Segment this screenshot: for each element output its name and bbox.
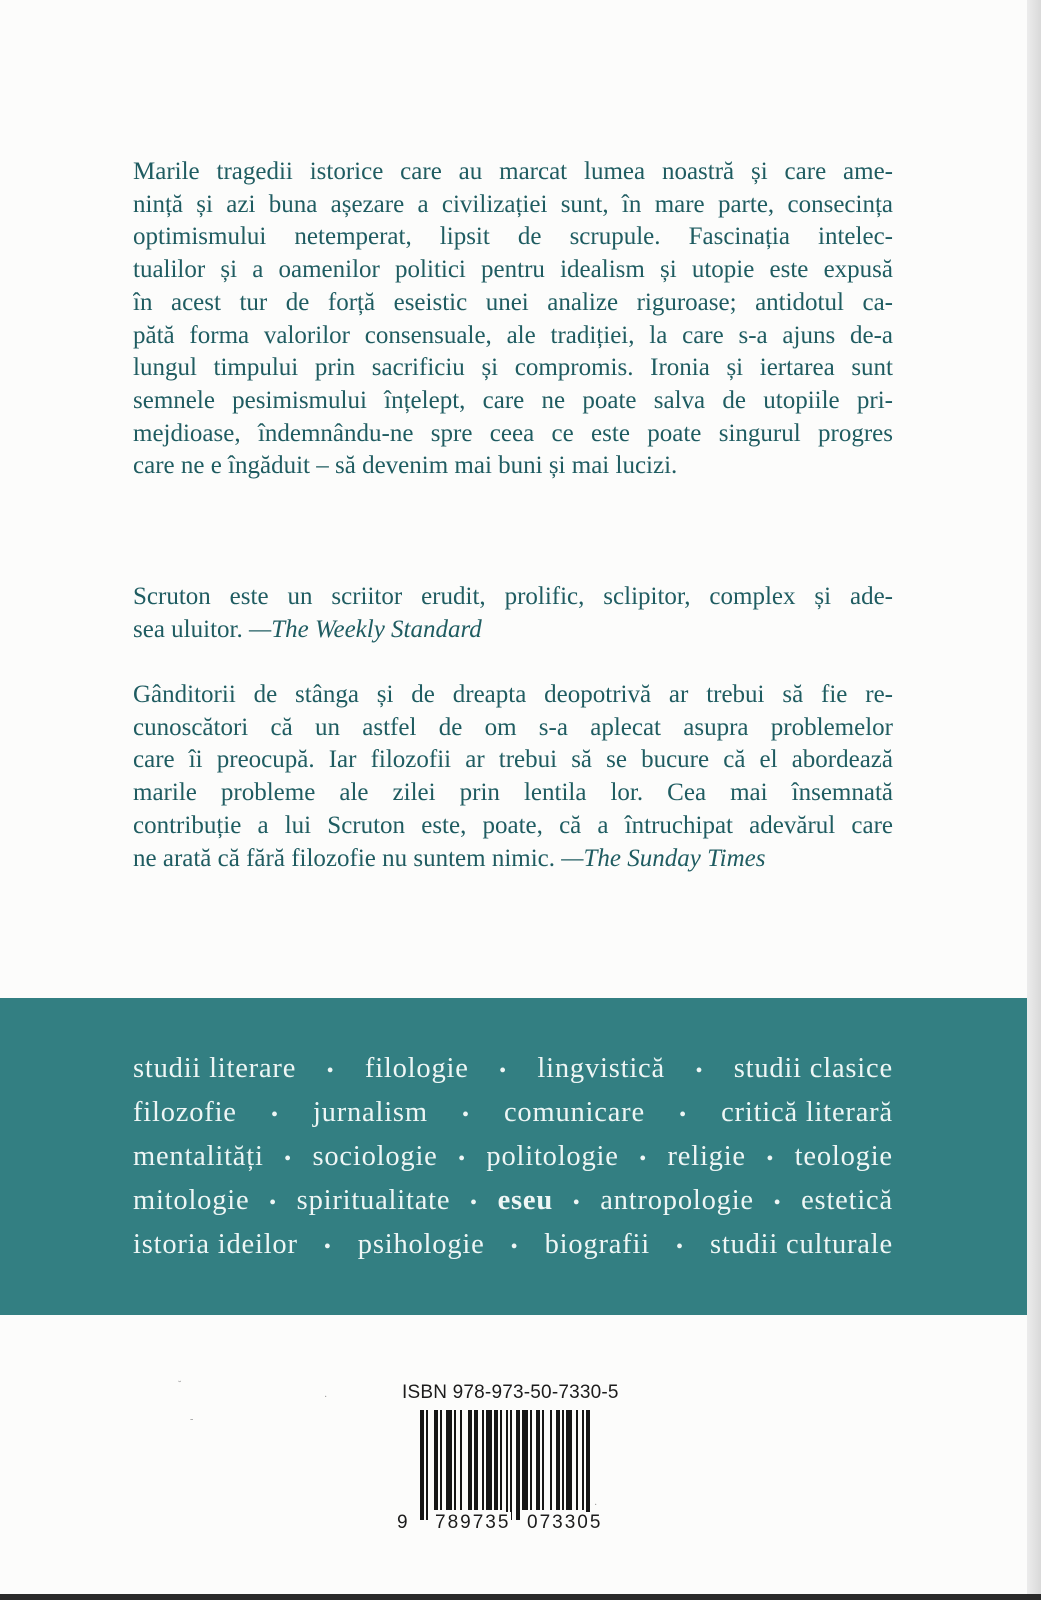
bullet-separator: • [323, 1236, 332, 1258]
quote1-line: sea uluitor. —The Weekly Standard [133, 615, 482, 643]
quote1-source: —The Weekly Standard [248, 615, 482, 643]
barcode-digits-right: 073305 [527, 1512, 603, 1533]
back-cover: Marile tragedii istorice care au marcat lumea noastră și care ame- nință și azi buna așezare a civilizației sunt, în mare parte, consecința optimismului netemperat, lipsit de scrupule. Fascinația intelec- tualilor și a oamenilor politici pentru idealism și utopie este expusă în acest tur de forță eseistic unei analize riguroase; antidotul ca- pătă forma valorilor consensuale, ale tradiției, la care s-a ajuns de-a lungul timpului prin sacrificiu și compromis. Ironia și iertarea sunt semnele pesimismului înțelept, care ne poate salva de utopiile pri- mejdioase, îndemnându-ne spre ceea ce este poate singurul progres care ne e îngăduit – să devenim mai buni și mai lucizi. Scruton este un scriitor erudit, prolific, sclipitor, complex și ade- sea uluitor. —The Weekly Standard Gânditorii de stânga și de dreapta deopotrivă ar trebui să fie re- cunoscători că un astfel de om s-a aplecat asupra problemelor care îi preocupă. Iar filozofii ar trebui să se bucure că el abordează marile probleme ale zilei prin lentila lor. Cea mai însemnată contribuție a lui Scruton este, poate, că a întruchipat adevărul care ne arată că fără filozofie nu suntem nimic. —The Sunday Times studii literare • filologie • lingvistică • studii clasice filozofie • jurnalism • comunicare • critică literară mentalități • sociologie • politologie • religie • teologie mitologie • spiritualitate • eseu • antropologie • estetică istoria ideilor • psihologie • biografii • studii culturale ISBN 978-973-50-7330-5 9 789735 073305 ˘ - · · [0, 0, 1041, 1600]
blurb-line: care ne e îngăduit – să devenim mai buni și mai lucizi. [133, 452, 678, 480]
isbn-barcode [397, 1382, 634, 1546]
blurb-line: mejdioase, îndemnându-ne spre ceea ce este poate singurul progres [133, 419, 893, 447]
topic-item: antropologie [600, 1185, 754, 1216]
isbn-label: ISBN 978-973-50-7330-5 [402, 1382, 619, 1403]
blurb-line: nință și azi buna așezare a civilizației sunt, în mare parte, consecința [133, 190, 893, 218]
blurb-paragraph [133, 156, 893, 483]
quote2-line: cunoscători că un astfel de om s-a aplecat asupra problemelor [133, 713, 893, 741]
blurb-line: optimismului netemperat, lipsit de scrupule. Fascinația intelec- [133, 223, 893, 251]
topic-item: mentalități [133, 1141, 264, 1172]
barcode-bar [426, 1410, 428, 1520]
barcode-bar [494, 1410, 498, 1510]
barcode-digits [397, 1512, 634, 1540]
topic-item: filologie [364, 1053, 469, 1084]
barcode-bar [536, 1410, 540, 1510]
blurb-line: semnele pesimismului înțelept, care ne poate salva de utopiile pri- [133, 386, 893, 414]
topics-row [133, 1136, 893, 1180]
barcode-bar [434, 1410, 438, 1510]
topic-item: biografii [544, 1229, 650, 1260]
review-quote-sunday-times [133, 679, 893, 875]
bullet-separator: • [269, 1192, 277, 1214]
barcode-bar [542, 1410, 544, 1510]
barcode-bar [586, 1410, 590, 1520]
barcode-bar [576, 1410, 578, 1510]
topic-item: teologie [794, 1141, 893, 1172]
barcode-bars [420, 1410, 632, 1520]
blurb-line: Marile tragedii istorice care au marcat lumea noastră și care ame- [133, 158, 893, 185]
topic-item: sociologie [312, 1141, 438, 1172]
topics-row [133, 1224, 893, 1268]
barcode-bar [420, 1410, 424, 1520]
barcode-bar [468, 1410, 472, 1510]
barcode-bar [486, 1410, 492, 1510]
topic-item: religie [667, 1141, 746, 1172]
blurb-line: în acest tur de forță eseistic unei analize riguroase; antidotul ca- [133, 288, 893, 316]
topic-item: jurnalism [312, 1097, 428, 1128]
barcode-bar [440, 1410, 442, 1510]
topic-item: estetică [801, 1185, 893, 1216]
bullet-separator: • [766, 1148, 775, 1170]
bullet-separator: • [326, 1060, 335, 1082]
barcode-bar [556, 1410, 560, 1510]
barcode-digit-first: 9 [397, 1512, 408, 1533]
bullet-separator: • [572, 1192, 581, 1214]
quote2-line: care îi preocupă. Iar filozofii ar trebui să se bucure că el abordează [133, 746, 893, 774]
topic-item: istoria ideilor [133, 1229, 298, 1260]
barcode-bar [582, 1410, 584, 1510]
bullet-separator: • [499, 1060, 507, 1082]
barcode-bar [566, 1410, 572, 1510]
topics-list [133, 1048, 893, 1268]
barcode-digits-left: 789735 [435, 1512, 511, 1533]
bullet-separator: • [458, 1148, 466, 1170]
topics-row [133, 1048, 893, 1092]
barcode-bar [522, 1410, 528, 1510]
topic-item: studii literare [133, 1053, 297, 1084]
bullet-separator: • [470, 1192, 478, 1214]
topic-item: studii clasice [733, 1053, 893, 1084]
barcode-bar [510, 1410, 512, 1520]
topic-item: critică literară [721, 1097, 893, 1128]
barcode-bar [562, 1410, 564, 1510]
bullet-separator: • [773, 1192, 782, 1214]
bullet-separator: • [639, 1148, 647, 1170]
barcode-bar [550, 1410, 552, 1510]
blurb-line: lungul timpului prin sacrificiu și compromis. Ironia și iertarea sunt [133, 354, 893, 382]
bullet-separator: • [270, 1104, 279, 1126]
barcode-bar [454, 1410, 456, 1510]
barcode-bar [516, 1410, 520, 1520]
bullet-separator: • [284, 1148, 292, 1170]
quote2-line: marile probleme ale zilei prin lentila lor. Cea mai însemnată [133, 779, 893, 807]
review-quote-weekly-standard [133, 581, 893, 646]
quote2-line: Gânditorii de stânga și de dreapta deopotrivă ar trebui să fie re- [133, 681, 893, 708]
topics-row [133, 1092, 893, 1136]
topic-item: politologie [486, 1141, 619, 1172]
blurb-line: tualilor și a oamenilor politici pentru idealism și utopie este expusă [133, 256, 893, 284]
topic-item: filozofie [133, 1097, 237, 1128]
bullet-separator: • [679, 1104, 687, 1126]
topic-item: comunicare [503, 1097, 645, 1128]
quote2-source: —The Sunday Times [561, 844, 766, 872]
barcode-bar [446, 1410, 452, 1510]
topics-row [133, 1180, 893, 1224]
bullet-separator: • [510, 1236, 519, 1258]
quote2-line: ne arată că fără filozofie nu suntem nimic. —The Sunday Times [133, 844, 766, 872]
barcode-bar [482, 1410, 484, 1510]
topic-item: eseu [497, 1185, 554, 1216]
page-edge-shadow [1027, 0, 1041, 1600]
bullet-separator: • [676, 1236, 684, 1258]
topic-item: psihologie [357, 1229, 485, 1260]
quote1-line: Scruton este un scriitor erudit, prolific, sclipitor, complex și ade- [133, 583, 893, 610]
topic-item: spiritualitate [296, 1185, 451, 1216]
bullet-separator: • [461, 1104, 470, 1126]
barcode-bar [500, 1410, 502, 1510]
topics-band [0, 998, 1041, 1315]
topic-item: lingvistică [537, 1053, 665, 1084]
bullet-separator: • [695, 1060, 704, 1082]
topic-item: studii culturale [709, 1229, 893, 1260]
barcode-bar [506, 1410, 508, 1520]
quote2-line: contribuție a lui Scruton este, poate, că a întruchipat adevărul care [133, 811, 893, 839]
blurb-line: pătă forma valorilor consensuale, ale tradiției, la care s-a ajuns de-a [133, 321, 893, 349]
barcode-bar [460, 1410, 462, 1510]
barcode-bar [530, 1410, 532, 1510]
page-bottom-edge [0, 1594, 1041, 1600]
barcode-bar [474, 1410, 478, 1510]
topic-item: mitologie [133, 1185, 250, 1216]
